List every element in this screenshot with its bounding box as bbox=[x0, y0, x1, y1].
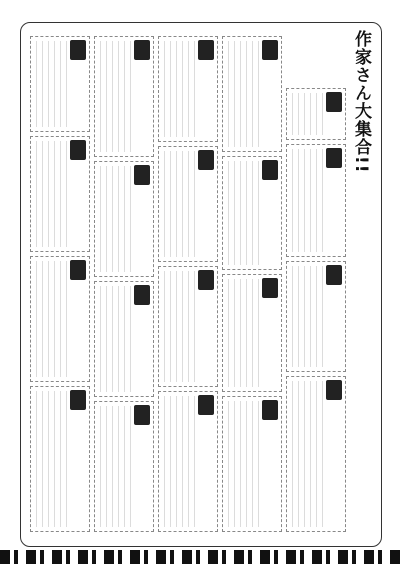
comment-text bbox=[162, 270, 195, 383]
comment-text bbox=[98, 405, 131, 528]
comment-text bbox=[34, 390, 67, 528]
author-avatar bbox=[134, 405, 150, 425]
comment-text bbox=[162, 150, 195, 258]
author-avatar bbox=[134, 165, 150, 185]
comment-text bbox=[290, 148, 323, 253]
comment-text bbox=[162, 40, 195, 138]
comment-text bbox=[290, 265, 323, 368]
comment-text bbox=[226, 40, 259, 148]
comment-card bbox=[94, 161, 154, 277]
comment-card bbox=[30, 36, 90, 132]
comment-column bbox=[30, 36, 92, 536]
author-avatar bbox=[198, 270, 214, 290]
comment-text bbox=[290, 92, 323, 136]
author-avatar bbox=[326, 380, 342, 400]
comment-card bbox=[158, 146, 218, 262]
comment-column bbox=[286, 36, 348, 536]
author-avatar bbox=[70, 390, 86, 410]
decorative-border bbox=[0, 550, 400, 564]
comment-grid bbox=[28, 36, 348, 536]
comment-column bbox=[94, 36, 156, 536]
comment-text bbox=[290, 380, 323, 528]
comment-card bbox=[30, 136, 90, 252]
author-avatar bbox=[198, 395, 214, 415]
author-avatar bbox=[262, 40, 278, 60]
comment-text bbox=[98, 165, 131, 273]
comment-text bbox=[34, 260, 67, 378]
comment-card bbox=[222, 274, 282, 392]
comment-card bbox=[286, 261, 346, 372]
author-avatar bbox=[262, 160, 278, 180]
comment-card bbox=[94, 36, 154, 157]
comment-card bbox=[158, 391, 218, 532]
author-avatar bbox=[262, 400, 278, 420]
comment-card bbox=[286, 376, 346, 532]
author-avatar bbox=[262, 278, 278, 298]
comment-card bbox=[94, 281, 154, 397]
comment-column bbox=[158, 36, 220, 536]
comment-card bbox=[158, 266, 218, 387]
author-avatar bbox=[326, 265, 342, 285]
comment-card bbox=[94, 401, 154, 532]
comment-card bbox=[222, 36, 282, 152]
author-avatar bbox=[326, 148, 342, 168]
comment-text bbox=[226, 400, 259, 528]
comment-card bbox=[222, 396, 282, 532]
author-avatar bbox=[198, 150, 214, 170]
author-avatar bbox=[70, 40, 86, 60]
comment-card bbox=[30, 386, 90, 532]
comment-text bbox=[98, 285, 131, 393]
comment-text bbox=[98, 40, 131, 153]
author-avatar bbox=[134, 40, 150, 60]
comment-card bbox=[30, 256, 90, 382]
author-avatar bbox=[70, 260, 86, 280]
page-title: 作家さん大集合!! bbox=[351, 30, 371, 174]
comment-card bbox=[158, 36, 218, 142]
comment-card bbox=[286, 88, 346, 140]
author-avatar bbox=[70, 140, 86, 160]
author-avatar bbox=[198, 40, 214, 60]
comment-text bbox=[34, 140, 67, 248]
comment-column bbox=[222, 36, 284, 536]
author-avatar bbox=[326, 92, 342, 112]
author-avatar bbox=[134, 285, 150, 305]
comment-text bbox=[34, 40, 67, 128]
comment-text bbox=[162, 395, 195, 528]
comment-card bbox=[222, 156, 282, 270]
comment-text bbox=[226, 278, 259, 388]
comment-text bbox=[226, 160, 259, 266]
comment-card bbox=[286, 144, 346, 257]
